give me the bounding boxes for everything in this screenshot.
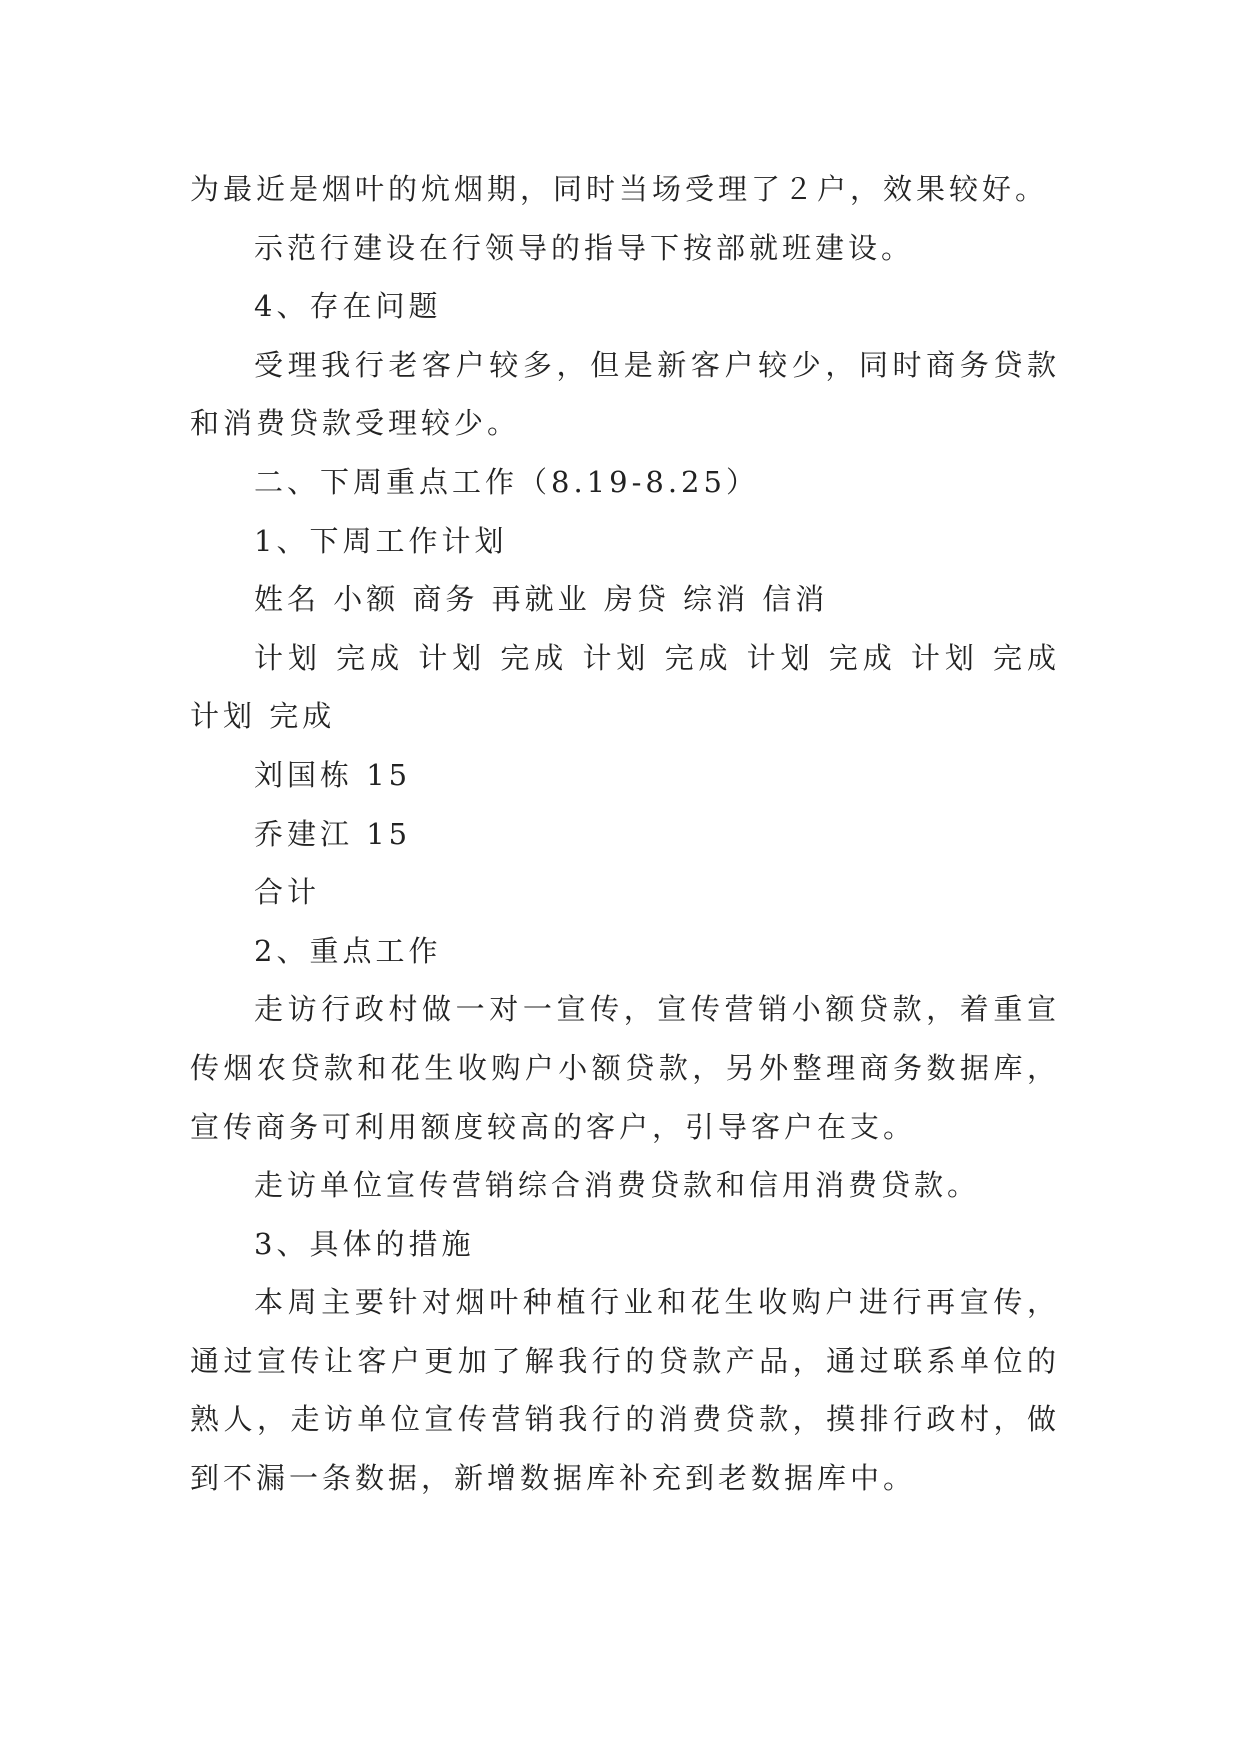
plan-table-header: 姓名 小额 商务 再就业 房贷 综消 信消	[254, 582, 829, 617]
section-heading: 4、存在问题	[254, 289, 442, 324]
section-heading: 2、重点工作	[254, 933, 442, 968]
section-heading: 1、下周工作计划	[254, 523, 508, 558]
paragraph: 受理我行老客户较多，但是新客户较少，同时商务贷款和消费贷款受理较少。	[190, 347, 1060, 441]
paragraph: 为最近是烟叶的炕烟期，同时当场受理了２户，效果较好。	[190, 172, 1049, 206]
paragraph: 走访单位宣传营销综合消费贷款和信用消费贷款。	[254, 1168, 981, 1203]
plan-table-total: 合计	[254, 875, 321, 910]
paragraph: 本周主要针对烟叶种植行业和花生收购户进行再宣传，通过宣传让客户更加了解我行的贷款产品，通过联系单位的熟人，走访单位宣传营销我行的消费贷款，摸排行政村，做到不漏一条数据，新增数据库补充到老数据库中。	[190, 1285, 1060, 1496]
paragraph: 示范行建设在行领导的指导下按部就班建设。	[254, 230, 915, 265]
section-heading: 二、下周重点工作（8.19-8.25）	[254, 464, 759, 499]
document-body	[190, 160, 1060, 1508]
plan-table-row: 刘国栋 15	[254, 757, 412, 792]
plan-table-subheader: 计划 完成 计划 完成 计划 完成 计划 完成 计划 完成 计划 完成	[190, 640, 1060, 734]
plan-table-row: 乔建江 15	[254, 816, 412, 851]
paragraph: 走访行政村做一对一宣传，宣传营销小额贷款，着重宣传烟农贷款和花生收购户小额贷款，另外整理商务数据库，宣传商务可利用额度较高的客户，引导客户在支。	[190, 992, 1060, 1144]
section-heading: 3、具体的措施	[254, 1226, 475, 1261]
